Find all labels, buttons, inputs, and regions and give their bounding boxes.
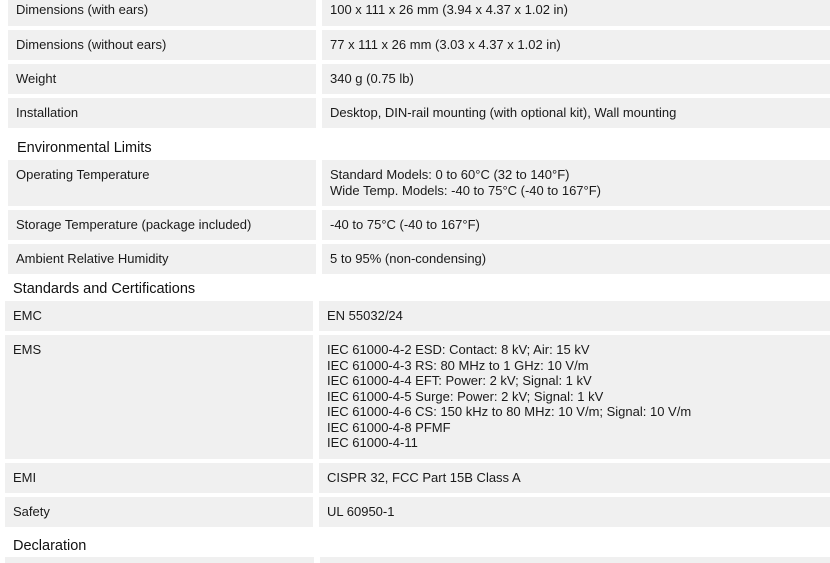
spec-row-ems bbox=[0, 335, 830, 459]
spec-row-dimensions-with-ears bbox=[0, 0, 830, 26]
spec-label: Dimensions (with ears) bbox=[8, 0, 316, 26]
spec-value-line: Wide Temp. Models: -40 to 75°C (-40 to 167°F) bbox=[330, 182, 601, 198]
spec-value bbox=[322, 160, 830, 206]
spec-value-line: EN 55032/24 bbox=[327, 308, 403, 323]
declaration-label-cell bbox=[5, 557, 314, 563]
standards-table bbox=[0, 301, 830, 531]
section-title-declaration: Declaration bbox=[13, 538, 87, 554]
spec-value-line: IEC 61000-4-3 RS: 80 MHz to 1 GHz: 10 V/m bbox=[327, 357, 589, 373]
environmental-table bbox=[0, 160, 830, 278]
spec-row-storage-temperature bbox=[0, 210, 830, 240]
spec-value-line: -40 to 75°C (-40 to 167°F) bbox=[330, 217, 480, 232]
spec-value-line: 340 g (0.75 lb) bbox=[330, 71, 414, 86]
spec-label: EMI bbox=[5, 463, 313, 493]
section-title-standards: Standards and Certifications bbox=[13, 281, 196, 297]
spec-value bbox=[322, 244, 830, 274]
spec-row-dimensions-without-ears bbox=[0, 30, 830, 60]
spec-value bbox=[322, 64, 830, 94]
spec-label: Weight bbox=[8, 64, 316, 94]
spec-value-line: IEC 61000-4-11 bbox=[327, 435, 418, 450]
spec-value-line: IEC 61000-4-4 EFT: Power: 2 kV; Signal: 1 kV bbox=[327, 373, 592, 388]
spec-label: Operating Temperature bbox=[8, 160, 316, 206]
spec-value-line: Desktop, DIN-rail mounting (with optional kit), Wall mounting bbox=[330, 105, 677, 120]
spec-value bbox=[322, 0, 830, 26]
declaration-value-cell bbox=[320, 557, 830, 563]
spec-row-installation bbox=[0, 98, 830, 128]
spec-label: Storage Temperature (package included) bbox=[8, 210, 316, 240]
spec-value-line: CISPR 32, FCC Part 15B Class A bbox=[327, 470, 521, 485]
spec-value bbox=[322, 210, 830, 240]
spec-value-line: IEC 61000-4-5 Surge: Power: 2 kV; Signal: 1 kV bbox=[327, 388, 604, 404]
spec-label: EMS bbox=[5, 335, 313, 459]
spec-value-line: IEC 61000-4-2 ESD: Contact: 8 kV; Air: 15 kV bbox=[327, 342, 590, 357]
spec-value bbox=[319, 463, 830, 493]
spec-label: Safety bbox=[5, 497, 313, 527]
spec-value-line: 77 x 111 x 26 mm (3.03 x 4.37 x 1.02 in) bbox=[330, 37, 561, 52]
spec-value bbox=[319, 301, 830, 331]
spec-row-weight bbox=[0, 64, 830, 94]
spec-value bbox=[319, 335, 830, 459]
physical-table bbox=[0, 0, 830, 132]
spec-label: Ambient Relative Humidity bbox=[8, 244, 316, 274]
spec-value-line: 5 to 95% (non-condensing) bbox=[330, 251, 487, 266]
section-title-environmental: Environmental Limits bbox=[17, 140, 152, 156]
spec-value-line: 100 x 111 x 26 mm (3.94 x 4.37 x 1.02 in) bbox=[330, 2, 568, 17]
spec-row-operating-temperature bbox=[0, 160, 830, 206]
spec-label: Installation bbox=[8, 98, 316, 128]
spec-value bbox=[322, 30, 830, 60]
spec-row-ambient-humidity bbox=[0, 244, 830, 274]
spec-value-line: IEC 61000-4-6 CS: 150 kHz to 80 MHz: 10 V/m; Signal: 10 V/m bbox=[327, 404, 692, 419]
spec-row-safety bbox=[0, 497, 830, 527]
spec-value bbox=[319, 497, 830, 527]
spec-row-emi bbox=[0, 463, 830, 493]
spec-value-line: IEC 61000-4-8 PFMF bbox=[327, 419, 451, 435]
spec-value-line: Standard Models: 0 to 60°C (32 to 140°F) bbox=[330, 167, 570, 182]
spec-value-line: UL 60950-1 bbox=[327, 504, 395, 519]
spec-row-emc bbox=[0, 301, 830, 331]
spec-value bbox=[322, 98, 830, 128]
spec-label: Dimensions (without ears) bbox=[8, 30, 316, 60]
spec-label: EMC bbox=[5, 301, 313, 331]
